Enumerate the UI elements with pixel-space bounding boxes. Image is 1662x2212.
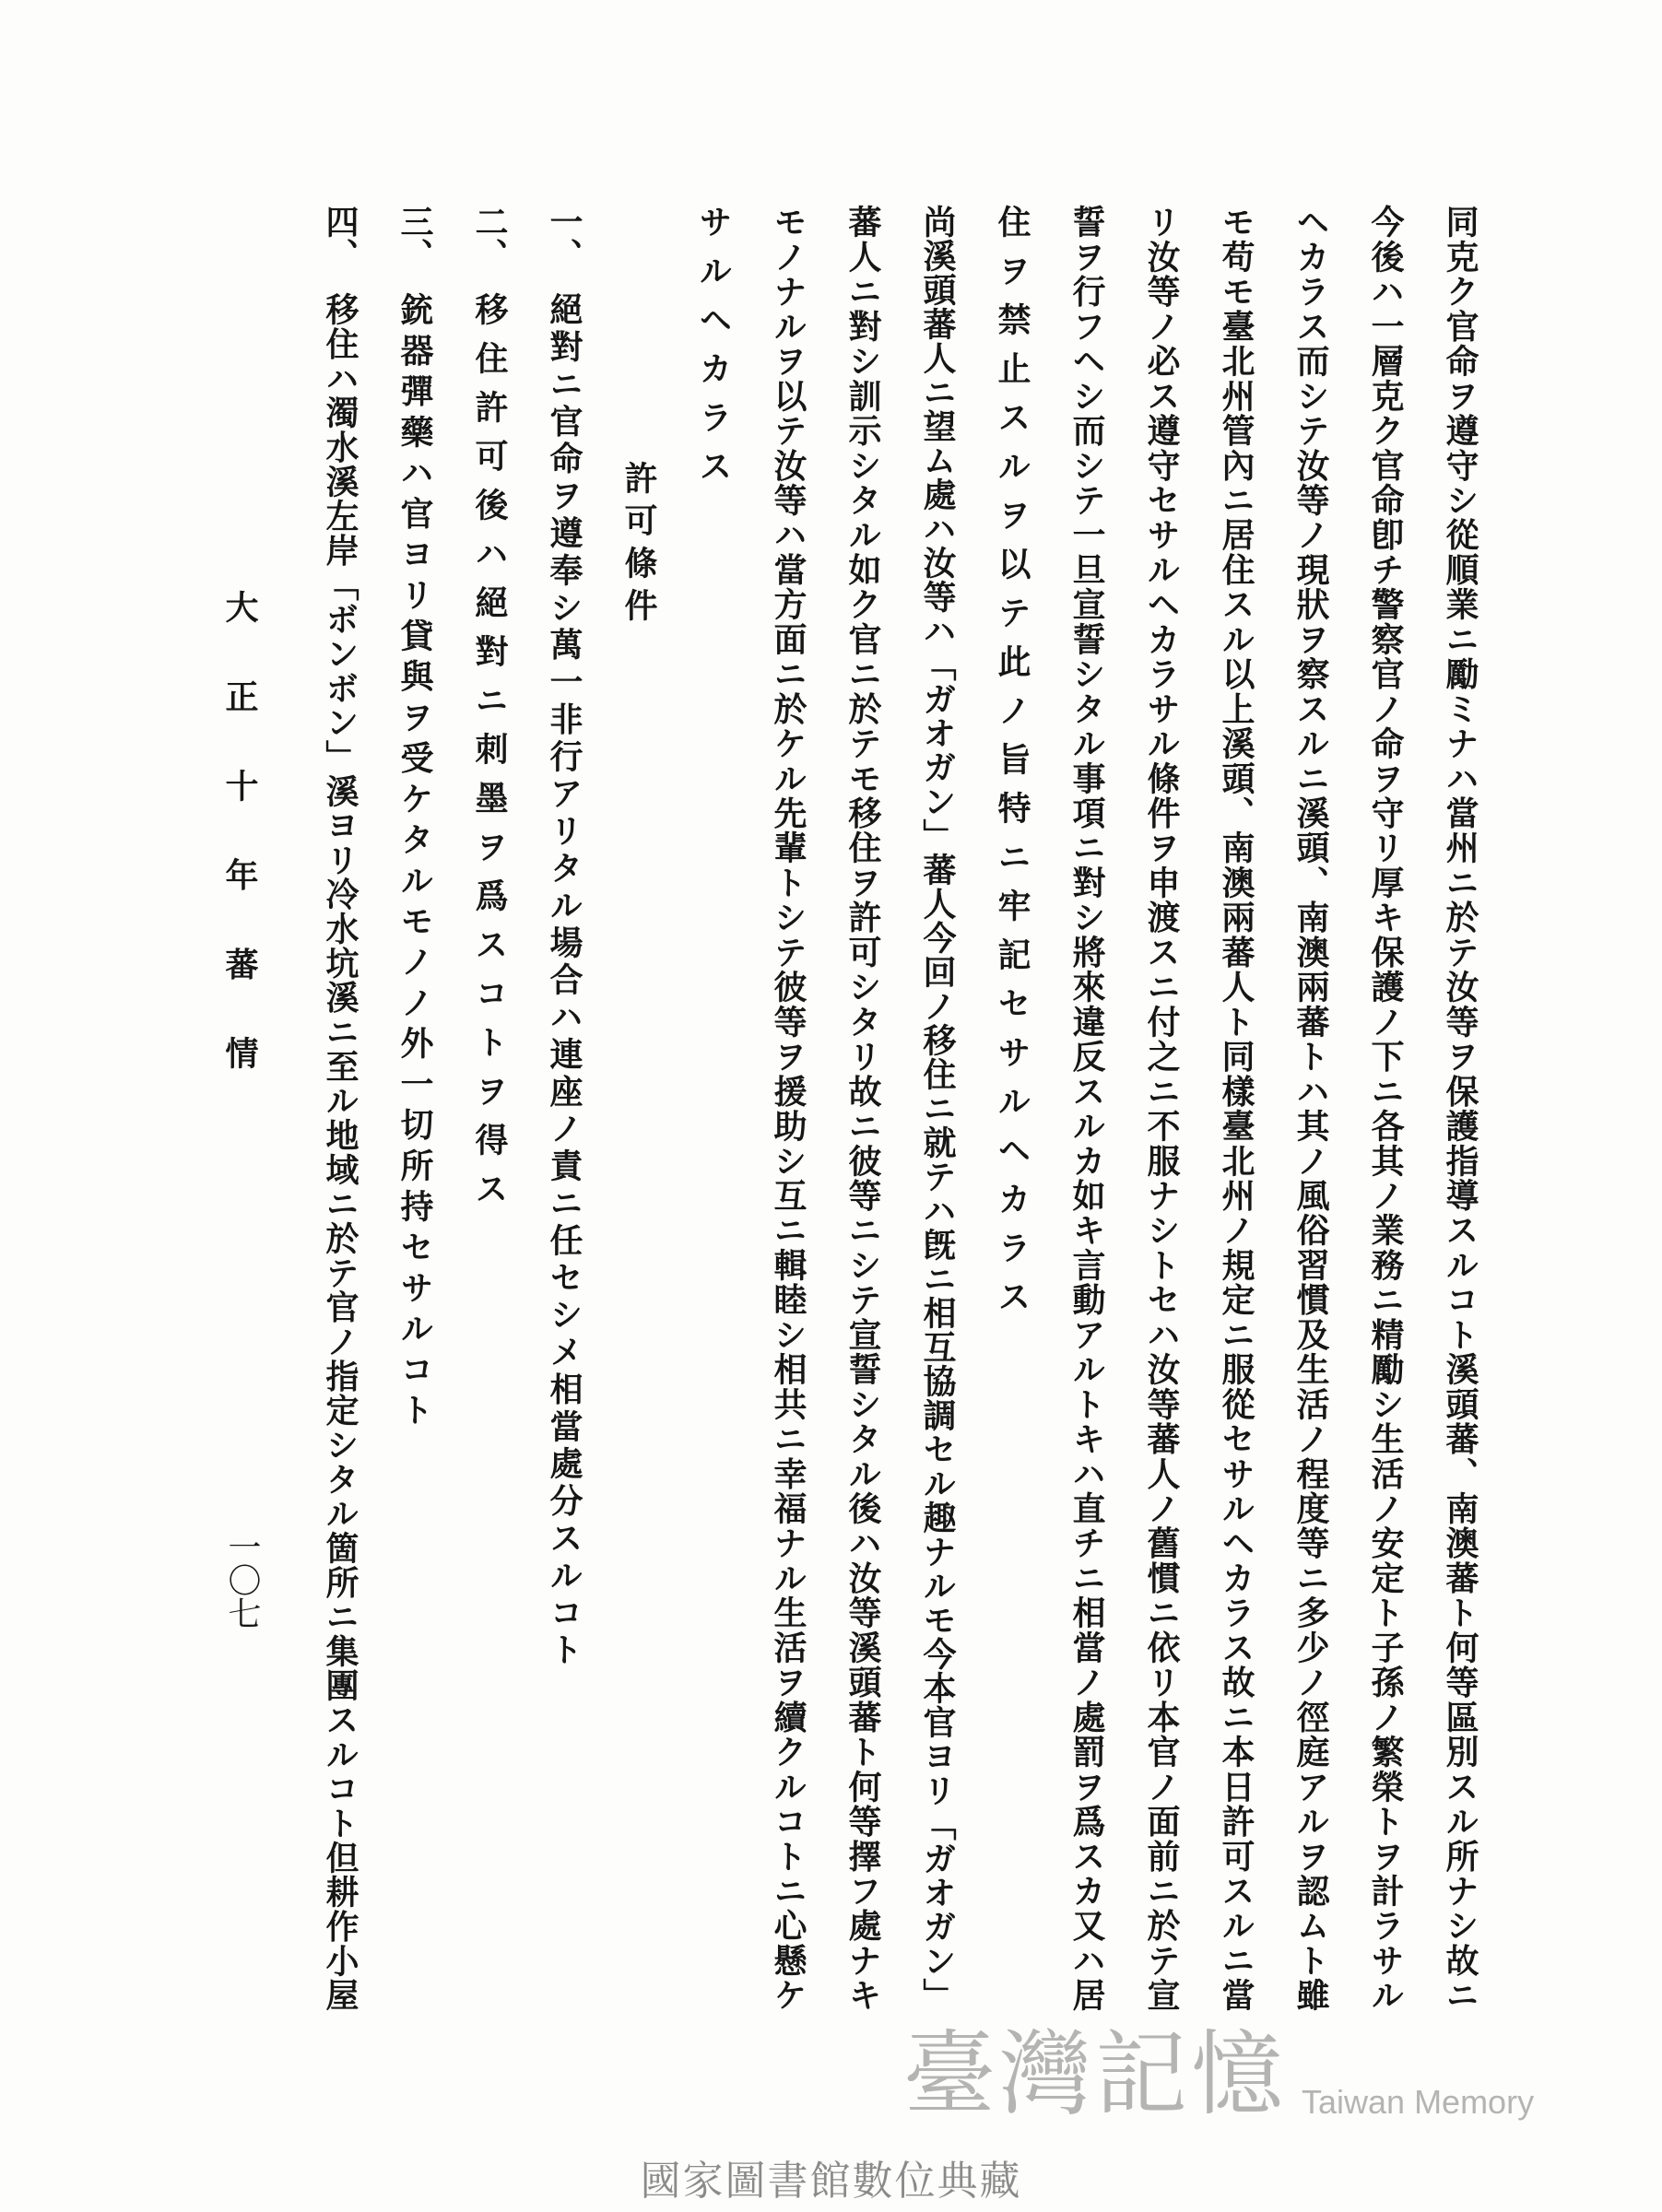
watermark-english: Taiwan Memory: [1302, 2083, 1535, 2121]
text-column: モ苟モ臺北州管內ニ居住スル以上溪頭、南澳兩蕃人ト同樣臺北州ノ規定ニ服從セサルヘカラス故ニ本日許可スルニ當: [1217, 205, 1255, 2011]
condition-text: 移住ハ濁水溪左岸「ボンボン」溪ヨリ冷水坑溪ニ至ル地域ニ於テ官ノ指定シタル箇所ニ集團スルコト但耕作小屋: [321, 292, 360, 2012]
watermark-logo: [903, 2020, 1535, 2128]
condition-number: 三、: [395, 205, 434, 271]
condition-number: 一、: [545, 205, 583, 271]
text-column: ヘカラス而シテ汝等ノ現狀ヲ察スルニ溪頭、南澳兩蕃トハ其ノ風俗習慣及生活ノ程度等ニ多少ノ徑庭アルヲ認ムト雖: [1291, 205, 1330, 2011]
condition-item: [536, 205, 592, 2011]
text-column: サルヘカラス: [694, 205, 733, 498]
page-number: 一〇七: [223, 1530, 261, 1630]
text-column: 今後ハ一層克ク官命卽チ警察官ノ命ヲ守リ厚キ保護ノ下ニ各其ノ業務ニ精勵シ生活ノ安定ト子孫ノ繁榮トヲ計ラサル: [1366, 205, 1405, 2011]
text-column: リ汝等ノ必ス遵守セサルヘカラサル條件ヲ申渡スニ付之ニ不服ナシトセハ汝等蕃人ノ舊慣ニ依リ本官ノ面前ニ於テ宣: [1142, 205, 1181, 2011]
condition-number: 四、: [321, 205, 360, 271]
text-column: 住ヲ禁止スルヲ以テ此ノ旨特ニ牢記セサルヘカラス: [993, 205, 1031, 1328]
text-column: モノナルヲ以テ汝等ハ當方面ニ於ケル先輩トシテ彼等ヲ援助シ互ニ輯睦シ相共ニ幸福ナル生活ヲ續クルコトニ心懸ケ: [769, 205, 807, 2011]
library-footer: 國家圖書館數位典藏: [640, 2158, 1022, 2205]
watermark-chinese: 臺灣記憶: [903, 2020, 1287, 2128]
condition-item: [312, 205, 368, 2011]
condition-text: 移住許可後ハ絕對ニ刺墨ヲ爲スコトヲ得ス: [470, 292, 509, 1220]
text-column: 尚溪頭蕃人ニ望ム處ハ汝等ハ「ガオガン」蕃人今回ノ移住ニ就テハ旣ニ相互協調セル趣ナルモ今本官ヨリ「ガオガン」: [918, 205, 957, 2011]
text-column: 同克ク官命ヲ遵守シ從順業ニ勵ミナハ當州ニ於テ汝等ヲ保護指導スルコト溪頭蕃、南澳蕃ト何等區別スル所ナシ故ニ: [1441, 205, 1479, 2011]
condition-item: [462, 205, 517, 2011]
condition-item: [387, 205, 442, 2011]
text-column: 蕃人ニ對シ訓示シタル如ク官ニ於テモ移住ヲ許可シタリ故ニ彼等ニシテ宣誓シタル後ハ汝等溪頭蕃ト何等擇フ處ナキ: [843, 205, 882, 2011]
condition-text: 銃器彈藥ハ官ヨリ貸與ヲ受ケタルモノノ外一切所持セサルコト: [395, 292, 434, 1426]
conditions-heading: 許可條件: [619, 461, 658, 630]
running-header: 大正十年蕃情: [220, 590, 259, 1069]
condition-text: 絕對ニ官命ヲ遵奉シ萬一非行アリタル場合ハ連座ノ責ニ任セシメ相當處分スルコト: [545, 292, 583, 1665]
text-column: 誓ヲ行フヘシ而シテ一旦宣誓シタル事項ニ對シ將來違反スルカ如キ言動アルトキハ直チニ相當ノ處罰ヲ爲スカ又ハ居: [1067, 205, 1106, 2011]
condition-number: 二、: [470, 205, 509, 271]
